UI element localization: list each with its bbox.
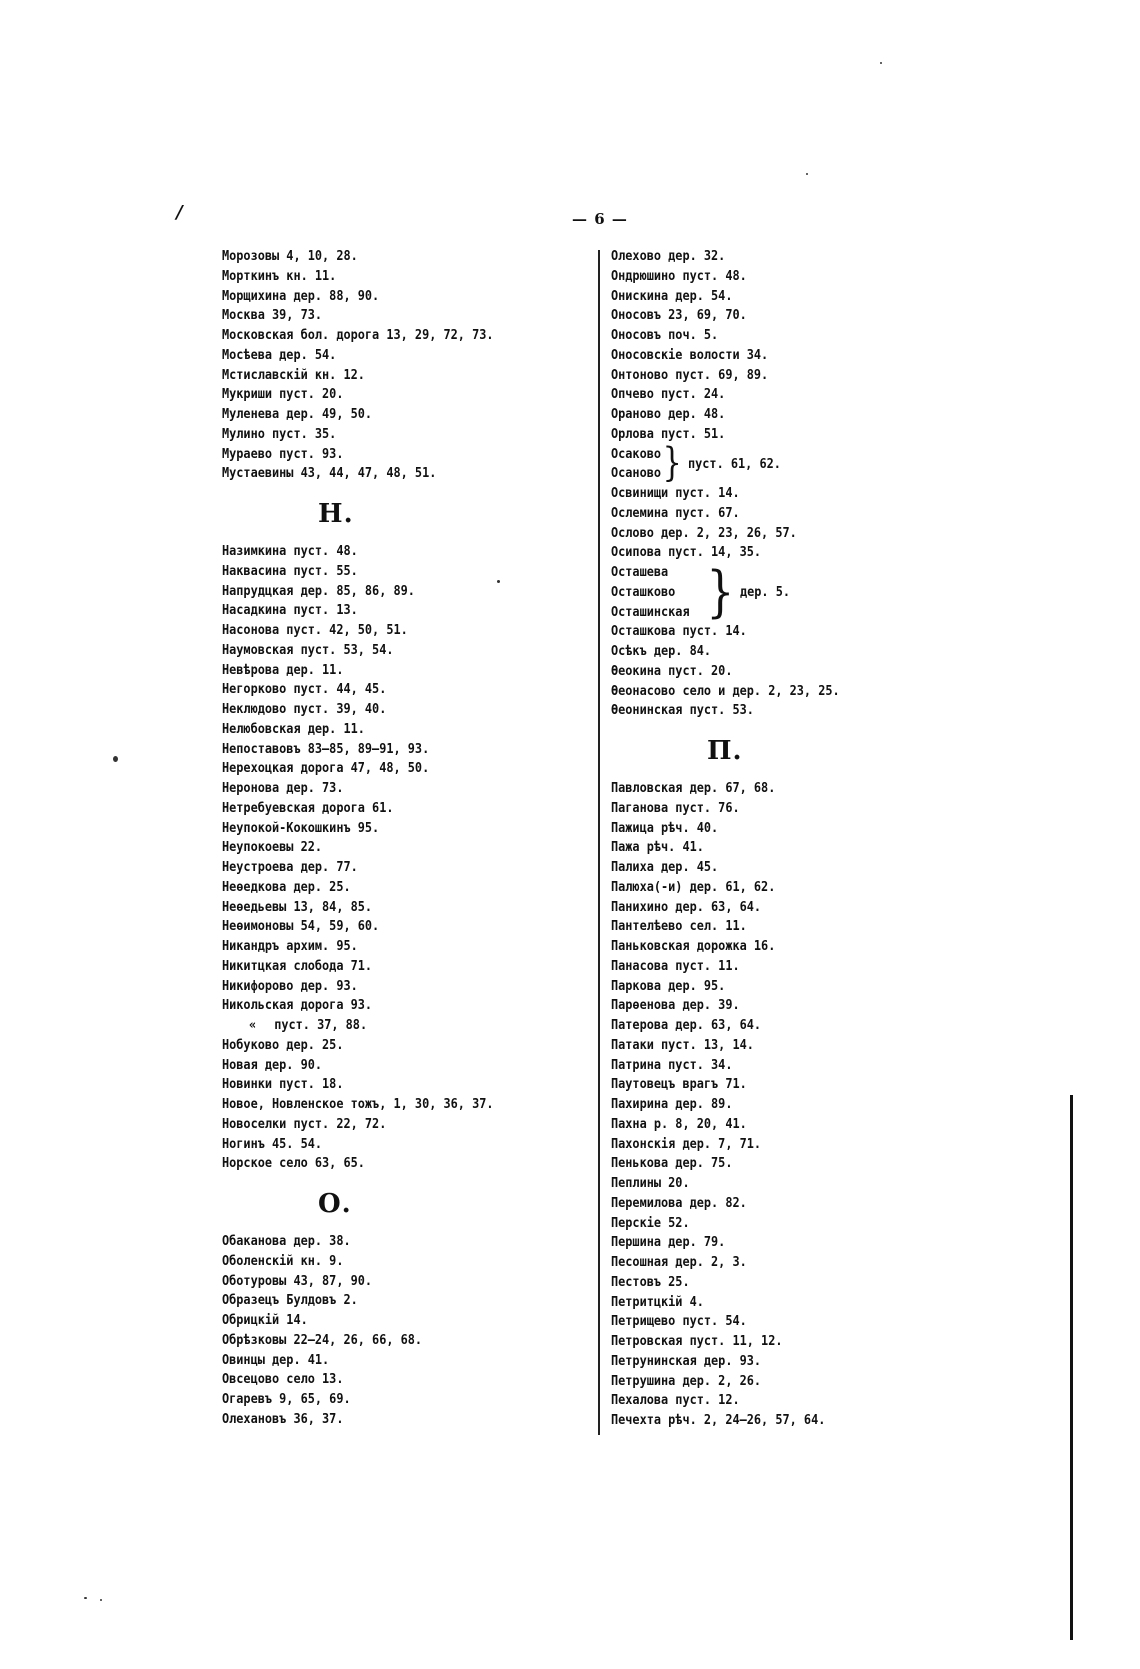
index-entry: Овсецово село 13. (222, 1372, 344, 1388)
index-entry: Освинищи пуст. 14. (611, 486, 740, 501)
index-entry: Осѣкъ дер. 84. (611, 644, 712, 659)
index-entry: Паньковская дорожка 16. (611, 939, 776, 954)
index-entry: Мустаевины 43, 44, 47, 48, 51. (222, 466, 437, 482)
curly-brace-icon: } (662, 440, 682, 487)
index-entry: Неупокоевы 22. (222, 840, 323, 856)
index-entry: Мукриши пуст. 20. (222, 387, 344, 403)
index-entry: Новое, Новленское тожъ, 1, 30, 36, 37. (222, 1097, 494, 1112)
index-entry: Нетребуевская дорога 61. (222, 800, 394, 816)
ditto-entry-text: пуст. 37, 88. (274, 1018, 368, 1033)
index-entry: Олехово дер. 32. (611, 249, 726, 264)
index-entry: Патрина пуст. 34. (611, 1057, 733, 1073)
index-entry: Никандръ архим. 95. (222, 939, 358, 954)
margin-mark: / (176, 202, 183, 223)
index-entry: Парѳенова дер. 39. (611, 998, 740, 1014)
index-entry: Обрѣзковы 22—24, 26, 66, 68. (222, 1332, 423, 1348)
index-entry: Неѳедьевы 13, 84, 85. (222, 899, 373, 915)
index-entry: Петритцкій 4. (611, 1294, 704, 1310)
index-entry: Ногинъ 45. 54. (222, 1136, 323, 1152)
index-entry: Морткинъ кн. 11. (222, 268, 337, 284)
scan-edge-line (1070, 1095, 1073, 1640)
index-entry: Пажа рѣч. 41. (611, 840, 704, 856)
ditto-mark: « (249, 1018, 257, 1033)
index-entry: Напрудцкая дер. 85, 86, 89. (222, 583, 415, 599)
index-entry: Муленева дер. 49, 50. (222, 407, 373, 422)
index-entry: Насонова пуст. 42, 50, 51. (222, 623, 408, 638)
index-entry: Ѳеонинская пуст. 53. (611, 703, 754, 719)
index-entry: Наквасина пуст. 55. (222, 563, 358, 579)
ink-speck (84, 1597, 87, 1599)
index-entry: Морщихина дер. 88, 90. (222, 288, 380, 304)
brace-names-ostasheva (611, 563, 690, 622)
index-entry: Патерова дер. 63, 64. (611, 1018, 762, 1033)
index-entry: Огаревъ 9, 65, 69. (222, 1392, 351, 1407)
index-entry: Никольская дорога 93. (222, 998, 373, 1014)
brace-text-osakovo: пуст. 61, 62. (687, 456, 781, 472)
index-entry: Осташева (611, 565, 669, 580)
index-entry: Песошная дер. 2, 3. (611, 1255, 747, 1270)
index-entry: Паркова дер. 95. (611, 978, 726, 994)
index-entry: Невѣрова дер. 11. (222, 662, 344, 678)
entries-p-list (611, 779, 941, 1431)
index-entry: Пеплины 20. (611, 1176, 690, 1191)
entries-m-list (222, 247, 562, 484)
curly-brace-icon: } (706, 560, 735, 624)
index-entry: Осаново (611, 466, 662, 482)
index-entry: Норское село 63, 65. (222, 1156, 365, 1172)
section-heading-n: Н. (318, 499, 354, 529)
right-column (611, 247, 941, 1431)
brace-group-osakovo (611, 440, 941, 487)
index-entry: Осипова пуст. 14, 35. (611, 545, 762, 561)
index-entry: Неупокой-Кокошкинъ 95. (222, 820, 380, 836)
index-entry: Печехта рѣч. 2, 24—26, 57, 64. (611, 1413, 826, 1428)
index-entry: Мстиславскій кн. 12. (222, 367, 365, 383)
index-entry: Морозовы 4, 10, 28. (222, 249, 358, 264)
brace-text-ostasheva: дер. 5. (740, 585, 791, 601)
entries-o2-list (611, 622, 941, 721)
index-entry: Олехановъ 36, 37. (222, 1411, 344, 1427)
index-entry: Неклюдово пуст. 39, 40. (222, 702, 387, 717)
index-entry: Онтоново пуст. 69, 89. (611, 367, 769, 383)
index-entry: Неустроева дер. 77. (222, 860, 358, 875)
index-entry: Неѳимоновы 54, 59, 60. (222, 919, 380, 935)
ink-speck (100, 1599, 102, 1601)
index-entry: Петрищево пуст. 54. (611, 1314, 747, 1330)
index-entry: Ѳеонасово село и дер. 2, 23, 25. (611, 683, 840, 699)
index-entry: Патаки пуст. 13, 14. (611, 1037, 754, 1053)
entries-o-mid-list (611, 484, 941, 563)
brace-names-osakovo (611, 445, 661, 485)
index-entry: Непоставовъ 83—85, 89—91, 93. (222, 741, 430, 757)
index-entry: Пажица рѣч. 40. (611, 820, 719, 836)
index-entry: Негорково пуст. 44, 45. (222, 682, 387, 698)
index-entry: Новая дер. 90. (222, 1057, 323, 1073)
ink-speck (806, 173, 808, 175)
index-entry: Оболенскій кн. 9. (222, 1253, 344, 1269)
index-entry: Ослемина пуст. 67. (611, 505, 740, 521)
brace-group-ostasheva (611, 560, 941, 624)
index-entry: Перскіе 52. (611, 1215, 690, 1231)
index-entry: Новоселки пуст. 22, 72. (222, 1116, 387, 1132)
index-entry: Неронова дер. 73. (222, 781, 344, 796)
entries-n-list (222, 542, 562, 1016)
index-entry: Пахна р. 8, 20, 41. (611, 1116, 747, 1132)
index-entry: Ослово дер. 2, 23, 26, 57. (611, 525, 797, 541)
index-entry: Мулино пуст. 35. (222, 426, 337, 442)
index-entry: Павловская дер. 67, 68. (611, 781, 776, 796)
index-entry: Першина дер. 79. (611, 1235, 726, 1251)
index-entry: Пестовъ 25. (611, 1274, 690, 1290)
index-entry: Осташкова пуст. 14. (611, 624, 747, 640)
index-entry: Обаканова дер. 38. (222, 1234, 351, 1249)
index-entry: Никитцкая слобода 71. (222, 958, 373, 974)
entries-n2-list (222, 1036, 562, 1174)
index-entry: Палюха(-и) дер. 61, 62. (611, 879, 776, 895)
index-entry: Московская бол. дорога 13, 29, 72, 73. (222, 328, 494, 343)
index-entry: Оботуровы 43, 87, 90. (222, 1273, 373, 1289)
index-entry: Насадкина пуст. 13. (222, 603, 358, 619)
index-entry: Пенькова дер. 75. (611, 1156, 733, 1172)
left-column (222, 247, 562, 1430)
ink-speck (880, 62, 882, 64)
index-entry: Петровская пуст. 11, 12. (611, 1334, 783, 1349)
entries-o-top-list (611, 247, 941, 445)
index-entry: Осаково (611, 446, 662, 462)
index-entry: Палиха дер. 45. (611, 860, 719, 875)
index-entry: Назимкина пуст. 48. (222, 544, 358, 559)
index-entry: Никифорово дер. 93. (222, 978, 358, 994)
index-entry: Ондрюшино пуст. 48. (611, 268, 747, 284)
index-entry: Образецъ Булдовъ 2. (222, 1293, 358, 1309)
column-divider (598, 250, 600, 1435)
index-entry: Паутовецъ врагъ 71. (611, 1077, 747, 1093)
index-entry: Онискина дер. 54. (611, 288, 733, 304)
index-entry-ditto (222, 1016, 528, 1036)
index-entry: Обрицкій 14. (222, 1313, 308, 1328)
section-heading-p: П. (707, 736, 743, 766)
index-entry: Оносовъ поч. 5. (611, 328, 719, 343)
index-entry: Орлова пуст. 51. (611, 426, 726, 442)
page-number: — 6 — (572, 210, 628, 228)
index-entry: Перемилова дер. 82. (611, 1195, 747, 1211)
index-entry: Ораново дер. 48. (611, 407, 726, 422)
index-entry: Пехалова пуст. 12. (611, 1393, 740, 1409)
index-entry: Нобуково дер. 25. (222, 1037, 344, 1053)
index-entry: Нелюбовская дер. 11. (222, 721, 365, 737)
section-heading-o: О. (318, 1189, 352, 1219)
index-entry: Москва 39, 73. (222, 308, 323, 324)
index-entry: Овинцы дер. 41. (222, 1352, 330, 1368)
index-entry: Паганова пуст. 76. (611, 800, 740, 816)
index-entry: Панихино дер. 63, 64. (611, 899, 762, 915)
index-entry: Пахонскія дер. 7, 71. (611, 1136, 762, 1152)
index-entry: Петрунинская дер. 93. (611, 1353, 762, 1369)
index-entry: Петрушина дер. 2, 26. (611, 1373, 762, 1389)
index-entry: Осташинская (611, 604, 690, 620)
index-entry: Неѳедкова дер. 25. (222, 879, 351, 895)
index-entry: Ѳеокина пуст. 20. (611, 663, 733, 679)
index-entry: Наумовская пуст. 53, 54. (222, 642, 394, 658)
ink-speck (113, 756, 118, 762)
index-entry: Новинки пуст. 18. (222, 1077, 344, 1093)
index-entry: Оносовскіе волости 34. (611, 347, 769, 363)
index-entry: Оносовъ 23, 69, 70. (611, 308, 747, 324)
index-entry: Опчево пуст. 24. (611, 387, 726, 403)
index-entry: Осташково (611, 584, 676, 600)
index-entry: Пантелѣево сел. 11. (611, 919, 747, 935)
index-entry: Мосѣева дер. 54. (222, 347, 337, 363)
ink-speck (497, 580, 500, 583)
index-entry: Пахирина дер. 89. (611, 1097, 733, 1112)
index-entry: Панасова пуст. 11. (611, 958, 740, 974)
index-entry: Мураево пуст. 93. (222, 446, 344, 462)
entries-o-list (222, 1232, 562, 1430)
index-entry: Нерехоцкая дорога 47, 48, 50. (222, 761, 430, 777)
